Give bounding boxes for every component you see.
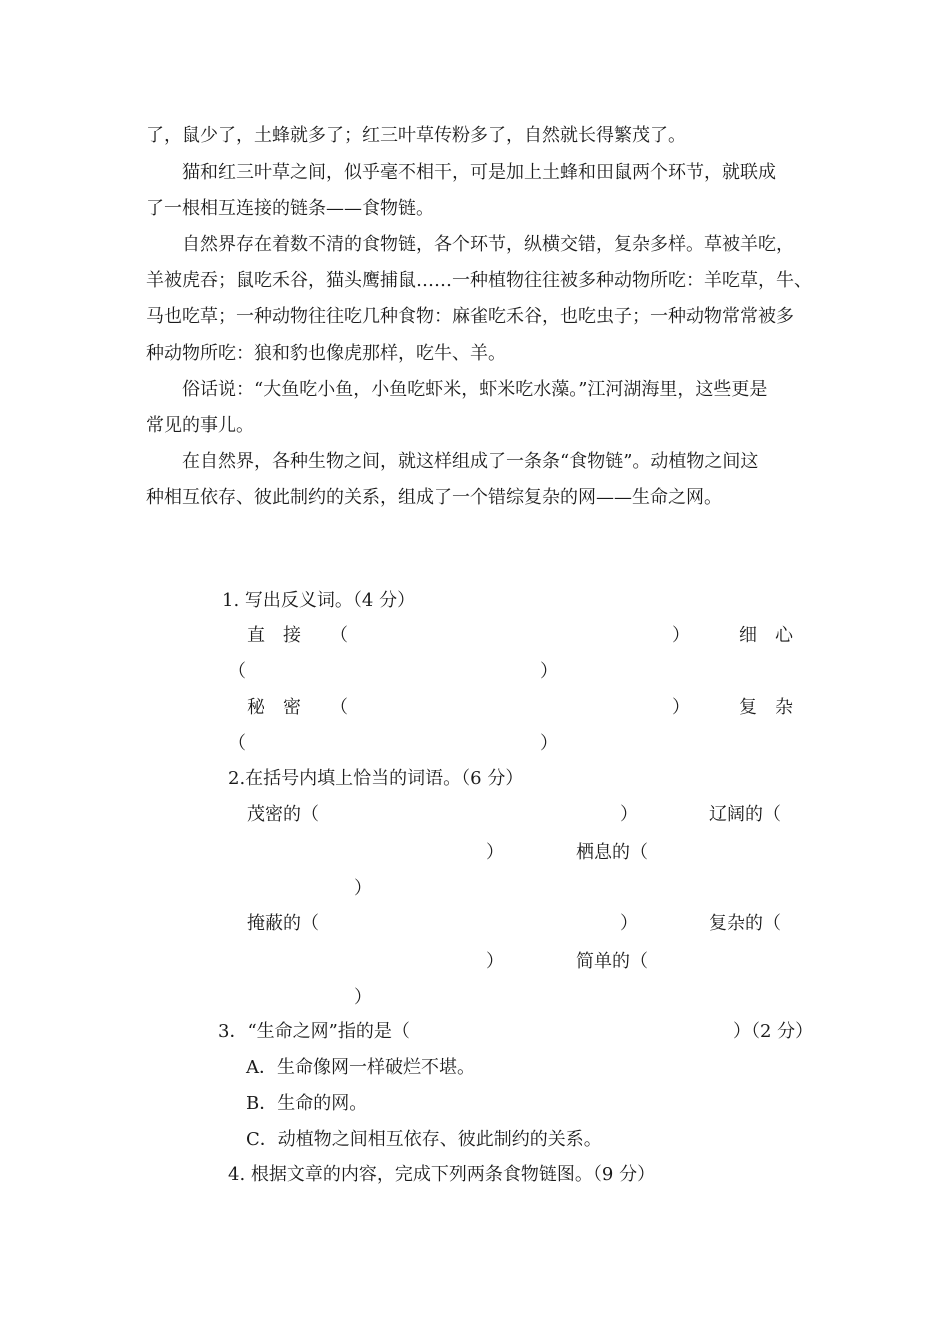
q1-blank-open: （	[228, 733, 246, 754]
q3-answer-blank[interactable]: ）（2 分）	[733, 1021, 814, 1042]
passage-line: 常见的事儿。	[146, 415, 254, 436]
question-2-title: 2.在括号内填上恰当的词语。（6 分）	[228, 768, 524, 789]
q1-blank-close[interactable]: ）	[672, 697, 690, 718]
q2-blank-close[interactable]: ）	[486, 951, 504, 972]
passage-line: 马也吃草；一种动物往往吃几种食物：麻雀吃禾谷，也吃虫子；一种动物常常被多	[146, 306, 794, 327]
passage-line: 自然界存在着数不清的食物链，各个环节，纵横交错，复杂多样。草被羊吃，	[182, 234, 794, 255]
q2-blank-close[interactable]: ）	[354, 878, 372, 899]
q2-blank-close[interactable]: ）	[486, 842, 504, 863]
q2-word: 栖息的（	[576, 842, 648, 863]
passage-line: 种相互依存、彼此制约的关系，组成了一个错综复杂的网——生命之网。	[146, 487, 722, 508]
q1-word: 复 杂	[739, 697, 793, 718]
q1-blank-open: （	[330, 697, 348, 718]
passage-line: 了一根相互连接的链条——食物链。	[146, 198, 434, 219]
q1-blank-close[interactable]: ）	[540, 733, 558, 754]
q1-blank-open: （	[228, 661, 246, 682]
q1-word: 细 心	[739, 625, 793, 646]
passage-line: 羊被虎吞；鼠吃禾谷，猫头鹰捕鼠……一种植物往往被多种动物所吃：羊吃草，牛、	[146, 270, 812, 291]
passage-line: 在自然界，各种生物之间，就这样组成了一条条“食物链”。动植物之间这	[182, 451, 759, 472]
q1-blank-close[interactable]: ）	[672, 625, 690, 646]
question-3-title: 3．“生命之网”指的是（	[218, 1021, 410, 1042]
q2-word: 简单的（	[576, 951, 648, 972]
q2-blank-close[interactable]: ）	[620, 913, 638, 934]
q2-word: 茂密的（	[247, 804, 319, 825]
question-1-title: 1. 写出反义词。（4 分）	[222, 590, 416, 611]
q2-word: 复杂的（	[709, 913, 781, 934]
passage-line: 俗话说：“大鱼吃小鱼，小鱼吃虾米，虾米吃水藻。”江河湖海里，这些更是	[182, 379, 768, 400]
q2-blank-close[interactable]: ）	[354, 987, 372, 1008]
q1-blank-open: （	[330, 625, 348, 646]
q1-word: 直 接	[247, 625, 301, 646]
passage-line: 了，鼠少了，土蜂就多了；红三叶草传粉多了，自然就长得繁茂了。	[146, 125, 686, 146]
q2-word: 掩蔽的（	[247, 913, 319, 934]
q2-word: 辽阔的（	[709, 804, 781, 825]
passage-line: 猫和红三叶草之间，似乎毫不相干，可是加上土蜂和田鼠两个环节，就联成	[182, 162, 776, 183]
q3-option-a[interactable]: A．生命像网一样破烂不堪。	[246, 1057, 475, 1078]
q1-word: 秘 密	[247, 697, 301, 718]
question-4-title: 4. 根据文章的内容，完成下列两条食物链图。（9 分）	[228, 1164, 656, 1185]
q2-blank-close[interactable]: ）	[620, 804, 638, 825]
q3-option-c[interactable]: C．动植物之间相互依存、彼此制约的关系。	[246, 1129, 602, 1150]
q1-blank-close[interactable]: ）	[540, 661, 558, 682]
q3-option-b[interactable]: B．生命的网。	[246, 1093, 368, 1114]
passage-line: 种动物所吃：狼和豹也像虎那样，吃牛、羊。	[146, 343, 506, 364]
